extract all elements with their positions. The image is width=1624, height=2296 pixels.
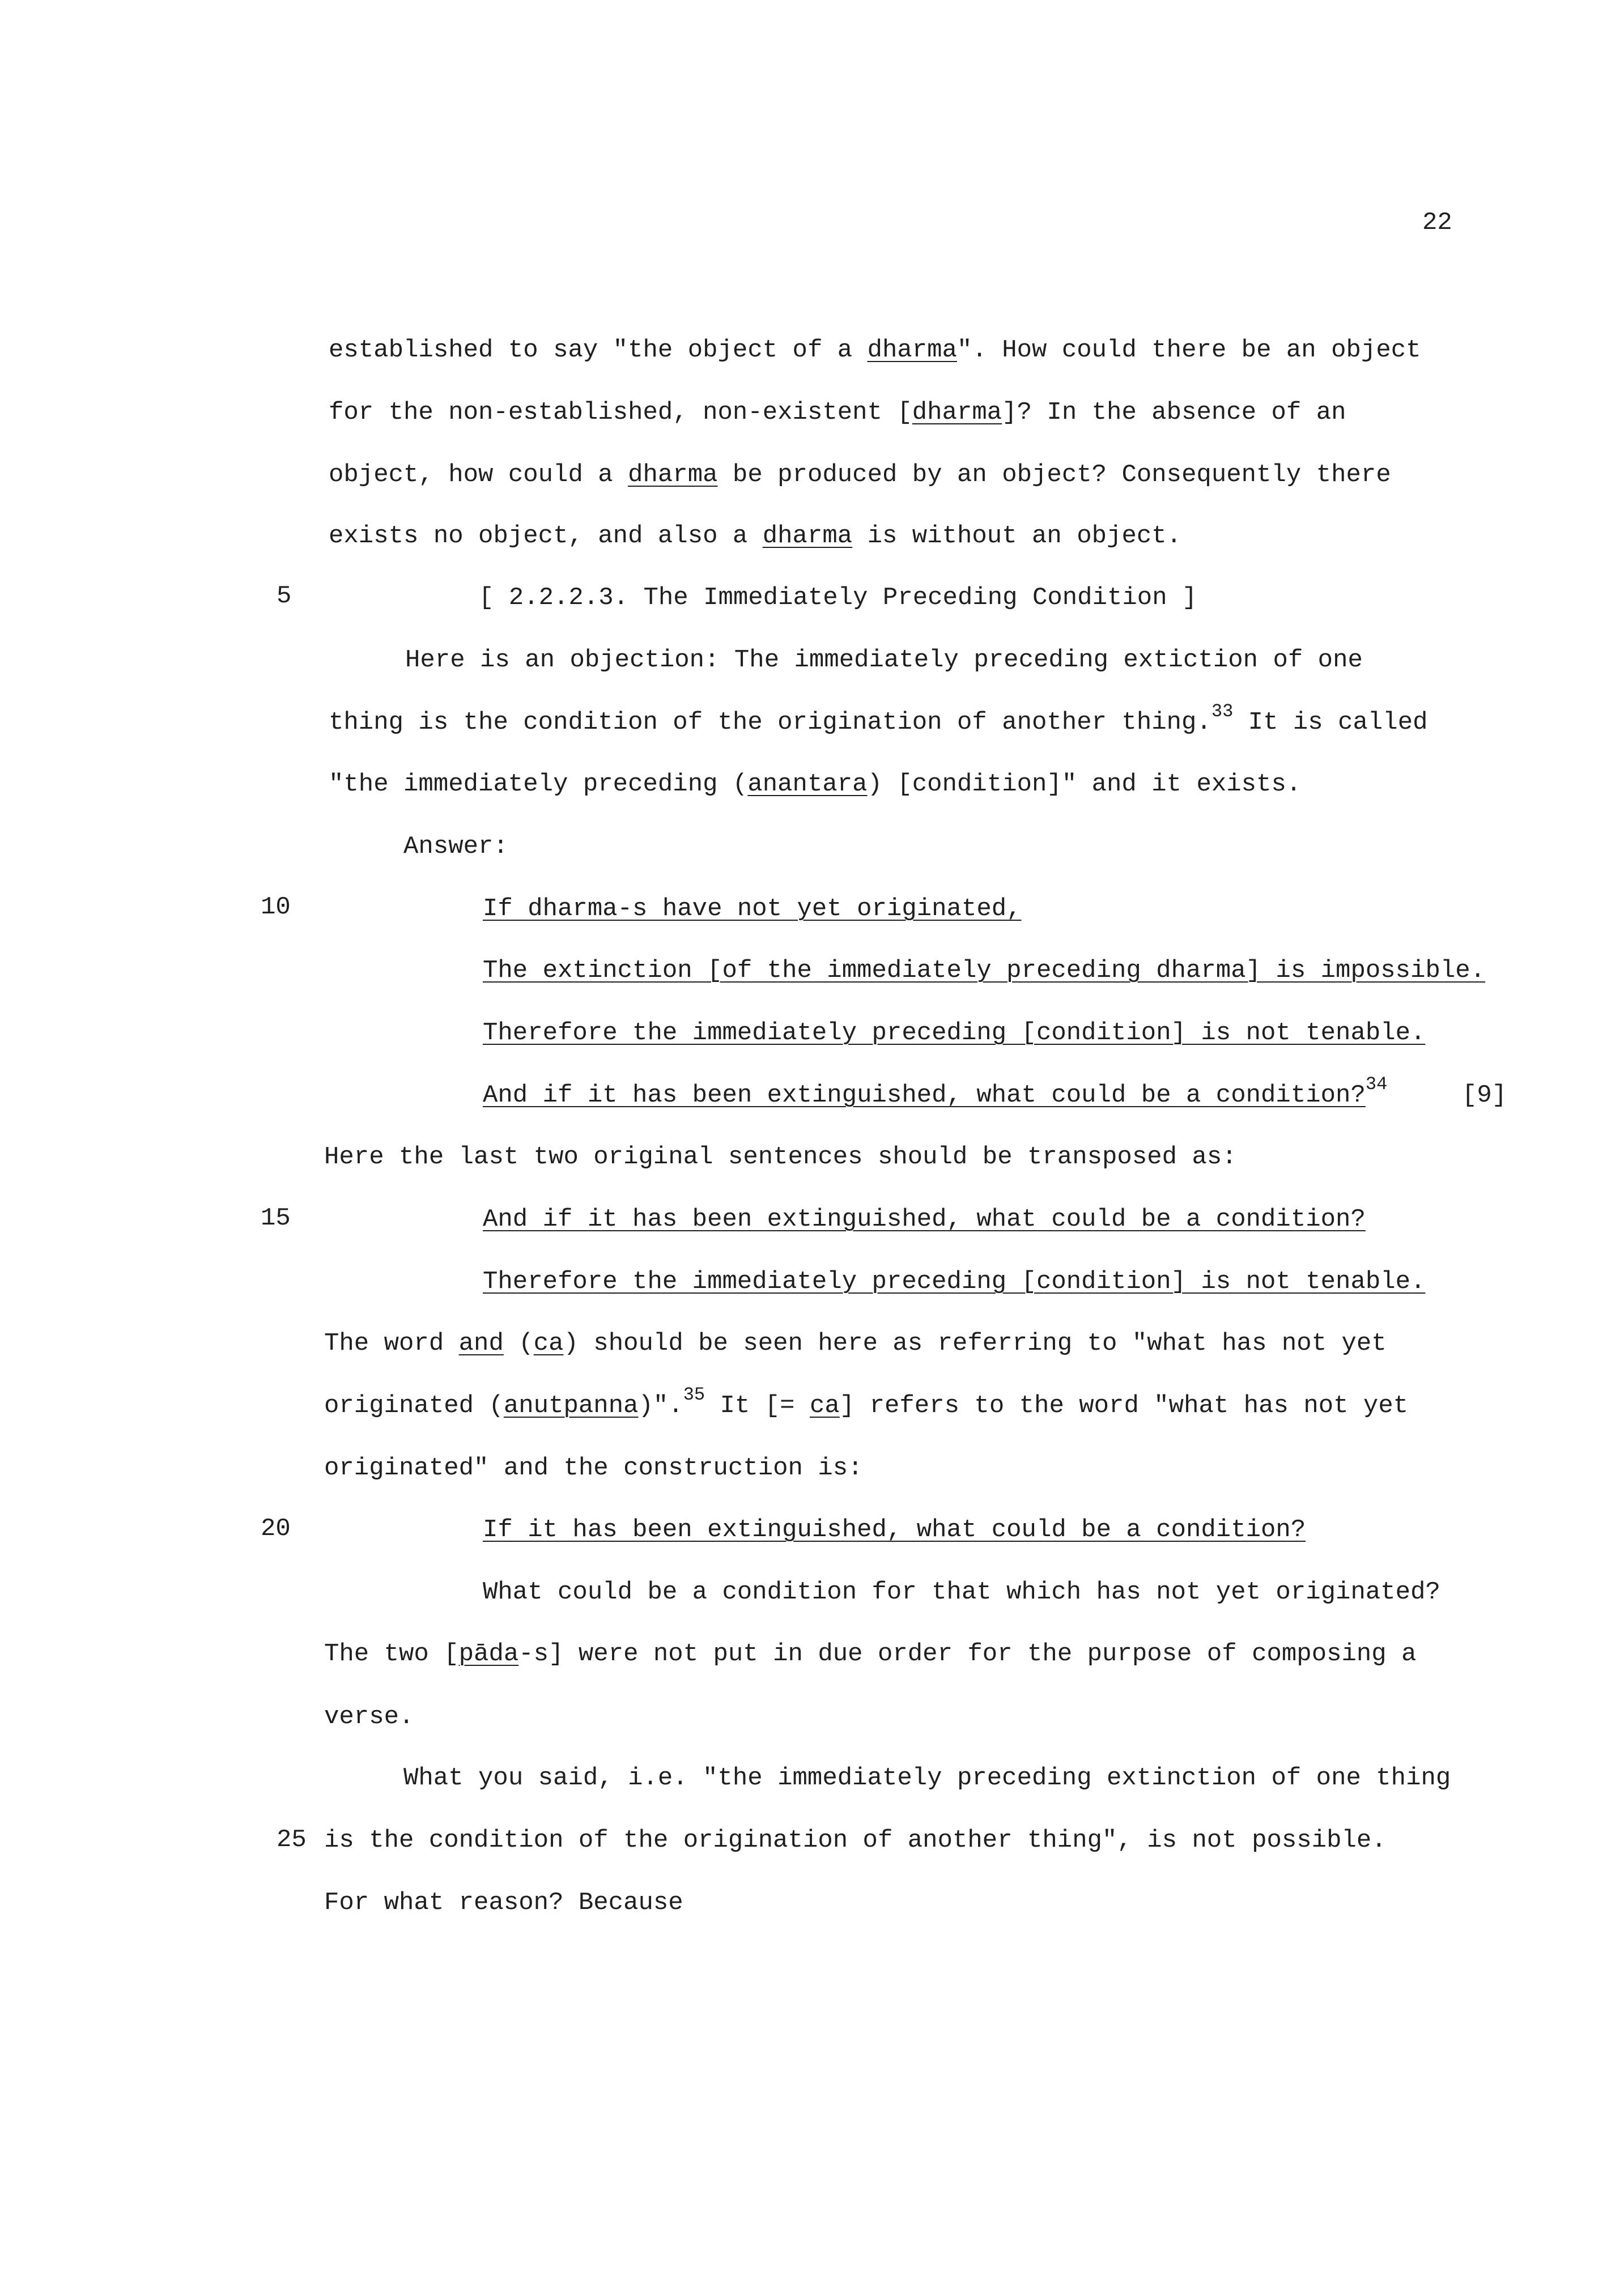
text: object, how could a: [329, 461, 628, 489]
term-ca: ca: [533, 1329, 564, 1358]
text: for the non-established, non-existent [: [329, 398, 912, 427]
text-line-1: [329, 334, 1421, 366]
page-number: 22: [1422, 209, 1452, 237]
text-line-2: [329, 397, 1346, 428]
verse-text: If it has been extinguished, what could be a condition?: [483, 1516, 1306, 1544]
text-line-4: [329, 520, 1181, 552]
verse-text: And if it has been extinguished, what could be a condition?: [483, 1081, 1366, 1109]
verse-text: And if it has been extinguished, what could be a condition?: [483, 1205, 1366, 1234]
verse-text: Therefore the immediately preceding [condition] is not tenable.: [483, 1268, 1426, 1296]
text: thing is the condition of the origination of another thing.: [329, 708, 1211, 737]
term-ca: ca: [809, 1392, 840, 1420]
text-line-18: [324, 1384, 1409, 1422]
verse-text: If dharma-s have not yet originated,: [483, 895, 1022, 923]
text-line-17: [324, 1328, 1387, 1359]
text-line-23: verse.: [324, 1703, 414, 1731]
term-dharma: dharma: [912, 398, 1002, 427]
text: ". How could there be an object: [957, 336, 1421, 364]
answer-label: Answer:: [403, 832, 508, 861]
text: -s] were not put in due order for the purpose of composing a: [518, 1640, 1417, 1668]
text: It [=: [705, 1392, 810, 1420]
text-line-3: [329, 459, 1391, 491]
verse-line-2: [483, 955, 1485, 987]
text: ) should be seen here as referring to "what has not yet: [563, 1329, 1387, 1358]
footnote-ref-35: 35: [683, 1384, 705, 1405]
term-dharma: dharma: [867, 336, 957, 364]
line-number-20: 20: [261, 1515, 291, 1543]
text: ]? In the absence of an: [1002, 398, 1346, 427]
text-line-26: For what reason? Because: [324, 1889, 683, 1917]
term-anutpanna: anutpanna: [503, 1392, 639, 1420]
text: The two [: [324, 1640, 459, 1668]
term-anantara: anantara: [747, 770, 868, 798]
line-number-10: 10: [261, 893, 291, 921]
text: originated (: [324, 1392, 504, 1420]
text: The word: [324, 1329, 459, 1358]
term-dharma: dharma: [628, 461, 718, 489]
verse-text: The extinction [of the immediately preceding dharma] is impossible.: [483, 956, 1486, 985]
text: ) [condition]" and it exists.: [867, 770, 1302, 798]
text-line-22: [324, 1638, 1417, 1670]
verse-line-1: [483, 893, 1022, 925]
text: be produced by an object? Consequently there: [717, 461, 1391, 489]
text-line-14: Here the last two original sentences should be transposed as:: [324, 1143, 1237, 1171]
text-line-21: What could be a condition for that which has not yet originated?: [483, 1578, 1440, 1606]
verse-line-4: [483, 1074, 1388, 1111]
text: ] refers to the word "what has not yet: [839, 1392, 1409, 1420]
text-line-25: is the condition of the origination of another thing", is not possible.: [324, 1826, 1387, 1855]
line-number-15: 15: [261, 1204, 291, 1232]
text-line-6: Here is an objection: The immediately preceding extiction of one: [405, 646, 1363, 674]
line-number-5: 5: [277, 582, 292, 610]
section-heading: [ 2.2.2.3. The Immediately Preceding Condition ]: [479, 584, 1197, 612]
verse-line-3: [483, 1017, 1425, 1049]
term-and: and: [458, 1329, 504, 1358]
text-line-19: originated" and the construction is:: [324, 1454, 863, 1482]
text: It is called: [1233, 708, 1428, 737]
text: )".: [638, 1392, 683, 1420]
text: exists no object, and also a: [329, 522, 763, 550]
verse-text: Therefore the immediately preceding [condition] is not tenable.: [483, 1019, 1426, 1047]
text: "the immediately preceding (: [329, 770, 748, 798]
verse-reference: [9]: [1462, 1081, 1507, 1109]
text-line-24: What you said, i.e. "the immediately preceding extinction of one thing: [403, 1764, 1451, 1792]
footnote-ref-33: 33: [1211, 701, 1234, 722]
verse-line-6: [483, 1266, 1425, 1298]
verse-line-7: [483, 1514, 1306, 1546]
line-number-25: 25: [277, 1826, 307, 1854]
footnote-ref-34: 34: [1365, 1074, 1388, 1095]
text: (: [503, 1329, 534, 1358]
term-dharma: dharma: [762, 522, 853, 550]
text-line-8: [329, 768, 1301, 800]
text: established to say "the object of a: [329, 336, 868, 364]
text: is without an object.: [852, 522, 1182, 550]
verse-line-5: [483, 1204, 1366, 1235]
text-line-7: [329, 701, 1428, 738]
term-pada: pāda: [458, 1640, 519, 1668]
